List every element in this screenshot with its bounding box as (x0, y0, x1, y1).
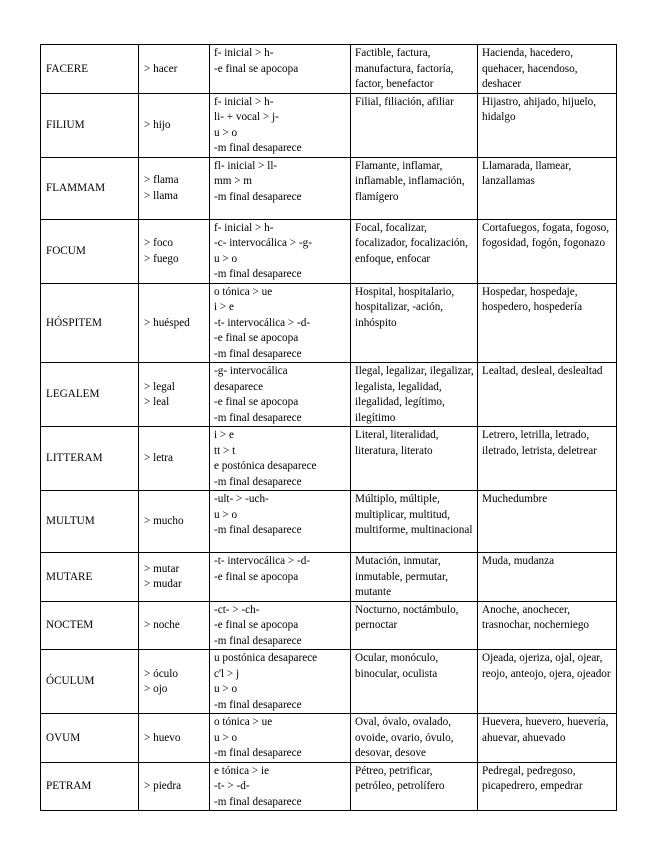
spanish-word-cell (139, 93, 210, 157)
phonetic-changes-cell (210, 601, 351, 650)
spanish-word: > mucho (144, 515, 184, 528)
phonetic-change: u > o (214, 731, 238, 744)
phonetic-change: tt > t (214, 444, 236, 457)
word-family-cell: Muchedumbre (478, 491, 617, 553)
phonetic-change: f- inicial > h- (214, 221, 274, 234)
latin-word-cell: FLAMMAM (41, 157, 139, 219)
cultism-derivatives-cell: Pétreo, petrificar, petróleo, petrolífero (351, 762, 478, 811)
phonetic-change: -m final desaparece (214, 268, 302, 280)
latin-word-cell: FOCUM (41, 219, 139, 283)
spanish-word-cell (139, 363, 210, 427)
phonetic-change: c'l > j (214, 667, 240, 680)
table-row (41, 93, 617, 157)
phonetic-change: -e final se apocopa (214, 619, 299, 631)
spanish-word-cell (139, 491, 210, 553)
spanish-word-cell (139, 427, 210, 491)
phonetic-changes-cell (210, 491, 351, 553)
spanish-word: > noche (144, 619, 180, 631)
phonetic-changes-cell (210, 553, 351, 602)
phonetic-change: -m final desaparece (214, 411, 302, 424)
phonetic-change: mm > m (214, 175, 253, 187)
spanish-word-cell (139, 762, 210, 811)
phonetic-change: fl- inicial > ll- (214, 159, 278, 172)
phonetic-change: -m final desaparece (214, 190, 302, 203)
word-family-cell: Letrero, letrilla, letrado, iletrado, letrista, deletrear (478, 427, 617, 491)
phonetic-change: -e final se apocopa (214, 396, 299, 408)
spanish-word-cell (139, 553, 210, 602)
latin-word-cell: PETRAM (41, 762, 139, 811)
table-row (41, 219, 617, 283)
phonetic-change: o tónica > ue (214, 716, 273, 728)
phonetic-change: li- + vocal > j- (214, 111, 279, 123)
cultism-derivatives-cell: Nocturno, noctámbulo, pernoctar (351, 601, 478, 650)
cultism-derivatives-cell: Focal, focalizar, focalizador, focalización, enfoque, enfocar (351, 219, 478, 283)
phonetic-change: -t- intervocálica > -d- (214, 316, 311, 329)
spanish-word: > huevo (144, 731, 181, 744)
phonetic-change: u > o (214, 252, 238, 265)
phonetic-change: -m final desaparece (214, 347, 302, 360)
spanish-word: > flama (144, 174, 179, 186)
cultism-derivatives-cell: Mutación, inmutar, inmutable, permutar, mutante (351, 553, 478, 602)
table-row (41, 491, 617, 553)
table-row (41, 601, 617, 650)
phonetic-change: -e final se apocopa (214, 62, 299, 75)
spanish-word-cell (139, 219, 210, 283)
phonetic-changes-cell (210, 762, 351, 811)
table-row (41, 714, 617, 763)
spanish-word: > leal (144, 396, 170, 408)
phonetic-change: -e final se apocopa (214, 332, 299, 344)
latin-word-cell: FILIUM (41, 93, 139, 157)
phonetic-change: -m final desaparece (214, 698, 302, 711)
phonetic-change: f- inicial > h- (214, 47, 274, 59)
phonetic-change: -c- intervocálica > -g- (214, 237, 312, 249)
word-family-cell: Hacienda, hacedero, quehacer, hacendoso, deshacer (478, 45, 617, 94)
spanish-word: > llama (144, 189, 178, 202)
phonetic-changes-cell (210, 157, 351, 219)
phonetic-change: -m final desaparece (214, 524, 302, 536)
word-family-cell: Pedregal, pedregoso, picapedrero, empedrar (478, 762, 617, 811)
word-family-cell: Ojeada, ojeriza, ojal, ojear, reojo, anteojo, ojera, ojeador (478, 650, 617, 714)
phonetic-changes-cell (210, 427, 351, 491)
table-row (41, 553, 617, 602)
phonetic-change: -e final se apocopa (214, 570, 299, 583)
spanish-word: > piedra (144, 780, 182, 792)
cultism-derivatives-cell: Múltiplo, múltiple, multiplicar, multitud, multiforme, multinacional (351, 491, 478, 553)
table-row (41, 762, 617, 811)
phonetic-changes-cell (210, 93, 351, 157)
phonetic-change: -g- intervocálica (214, 365, 288, 377)
latin-word-cell: FACERE (41, 45, 139, 94)
cultism-derivatives-cell: Oval, óvalo, ovalado, ovoide, ovario, óvulo, desovar, desove (351, 714, 478, 763)
phonetic-changes-cell (210, 219, 351, 283)
cultism-derivatives-cell: Flamante, inflamar, inflamable, inflamación, flamígero (351, 157, 478, 219)
spanish-word-cell (139, 45, 210, 94)
phonetic-change: -m final desaparece (214, 795, 302, 808)
latin-word-cell: ÓCULUM (41, 650, 139, 714)
latin-word-cell: MULTUM (41, 491, 139, 553)
cultism-derivatives-cell: Literal, literalidad, literatura, literato (351, 427, 478, 491)
phonetic-changes-cell (210, 45, 351, 94)
spanish-word-cell (139, 650, 210, 714)
spanish-word-cell (139, 157, 210, 219)
phonetic-change: -m final desaparece (214, 142, 302, 154)
word-family-cell: Hijastro, ahijado, hijuelo, hidalgo (478, 93, 617, 157)
word-family-cell: Cortafuegos, fogata, fogoso, fogosidad, fogón, fogonazo (478, 219, 617, 283)
spanish-word: > ojo (144, 683, 168, 695)
spanish-word: > hacer (144, 62, 178, 75)
phonetic-change: -m final desaparece (214, 475, 302, 488)
spanish-word: > hijo (144, 118, 171, 131)
latin-word-cell: LEGALEM (41, 363, 139, 427)
phonetic-change: u postónica desaparece (214, 652, 318, 664)
phonetic-change: u > o (214, 683, 238, 695)
cultism-derivatives-cell: Ocular, monóculo, binocular, oculista (351, 650, 478, 714)
phonetic-change: e tónica > ie (214, 764, 270, 777)
spanish-word: > óculo (144, 667, 178, 680)
word-family-cell: Llamarada, llamear, lanzallamas (478, 157, 617, 219)
phonetic-changes-cell (210, 283, 351, 363)
phonetic-change: o tónica > ue (214, 285, 273, 298)
spanish-word: > legal (144, 380, 175, 393)
spanish-word: > mutar (144, 562, 180, 575)
phonetic-changes-cell (210, 650, 351, 714)
phonetic-change: -ct- > -ch- (214, 603, 260, 616)
phonetic-changes-cell (210, 363, 351, 427)
table-row (41, 283, 617, 363)
word-family-cell: Lealtad, desleal, deslealtad (478, 363, 617, 427)
word-family-cell: Hospedar, hospedaje, hospedero, hospedería (478, 283, 617, 363)
word-family-cell: Anoche, anochecer, trasnochar, nocherniego (478, 601, 617, 650)
spanish-word: > fuego (144, 252, 179, 265)
phonetic-change: desaparece (214, 380, 264, 393)
phonetic-change: -ult- > -uch- (214, 493, 269, 505)
cultism-derivatives-cell: Hospital, hospitalario, hospitalizar, -ación, inhóspito (351, 283, 478, 363)
phonetic-change: u > o (214, 126, 238, 139)
latin-word-cell: LITTERAM (41, 427, 139, 491)
spanish-word: > foco (144, 237, 173, 249)
spanish-word: > mudar (144, 578, 182, 591)
word-family-cell: Huevera, huevero, huevería, ahuevar, ahuevado (478, 714, 617, 763)
phonetic-change: e postónica desaparece (214, 460, 317, 472)
phonetic-change: i > e (214, 301, 234, 313)
phonetic-changes-cell (210, 714, 351, 763)
phonetic-change: -t- intervocálica > -d- (214, 555, 311, 567)
spanish-word-cell (139, 714, 210, 763)
spanish-word-cell (139, 601, 210, 650)
phonetic-change: -m final desaparece (214, 634, 302, 647)
cultism-derivatives-cell: Ilegal, legalizar, ilegalizar, legalista, legalidad, ilegalidad, legítimo, ilegítimo (351, 363, 478, 427)
latin-word-cell: OVUM (41, 714, 139, 763)
table-row (41, 427, 617, 491)
phonetic-change: u > o (214, 508, 238, 521)
cultism-derivatives-cell: Factible, factura, manufactura, factoría, factor, benefactor (351, 45, 478, 94)
phonetic-change: f- inicial > h- (214, 95, 274, 108)
spanish-word: > huésped (144, 316, 190, 329)
phonetic-change: -m final desaparece (214, 747, 302, 759)
cultism-derivatives-cell: Filial, filiación, afiliar (351, 93, 478, 157)
spanish-word-cell (139, 283, 210, 363)
phonetic-change: i > e (214, 429, 234, 441)
word-family-cell: Muda, mudanza (478, 553, 617, 602)
latin-word-cell: HÓSPITEM (41, 283, 139, 363)
etymology-table (40, 44, 617, 811)
spanish-word: > letra (144, 452, 173, 465)
table-row (41, 363, 617, 427)
table-body (41, 45, 617, 811)
latin-word-cell: NOCTEM (41, 601, 139, 650)
table-row (41, 45, 617, 94)
phonetic-change: -t- > -d- (214, 780, 250, 792)
table-row (41, 650, 617, 714)
table-row (41, 157, 617, 219)
latin-word-cell: MUTARE (41, 553, 139, 602)
